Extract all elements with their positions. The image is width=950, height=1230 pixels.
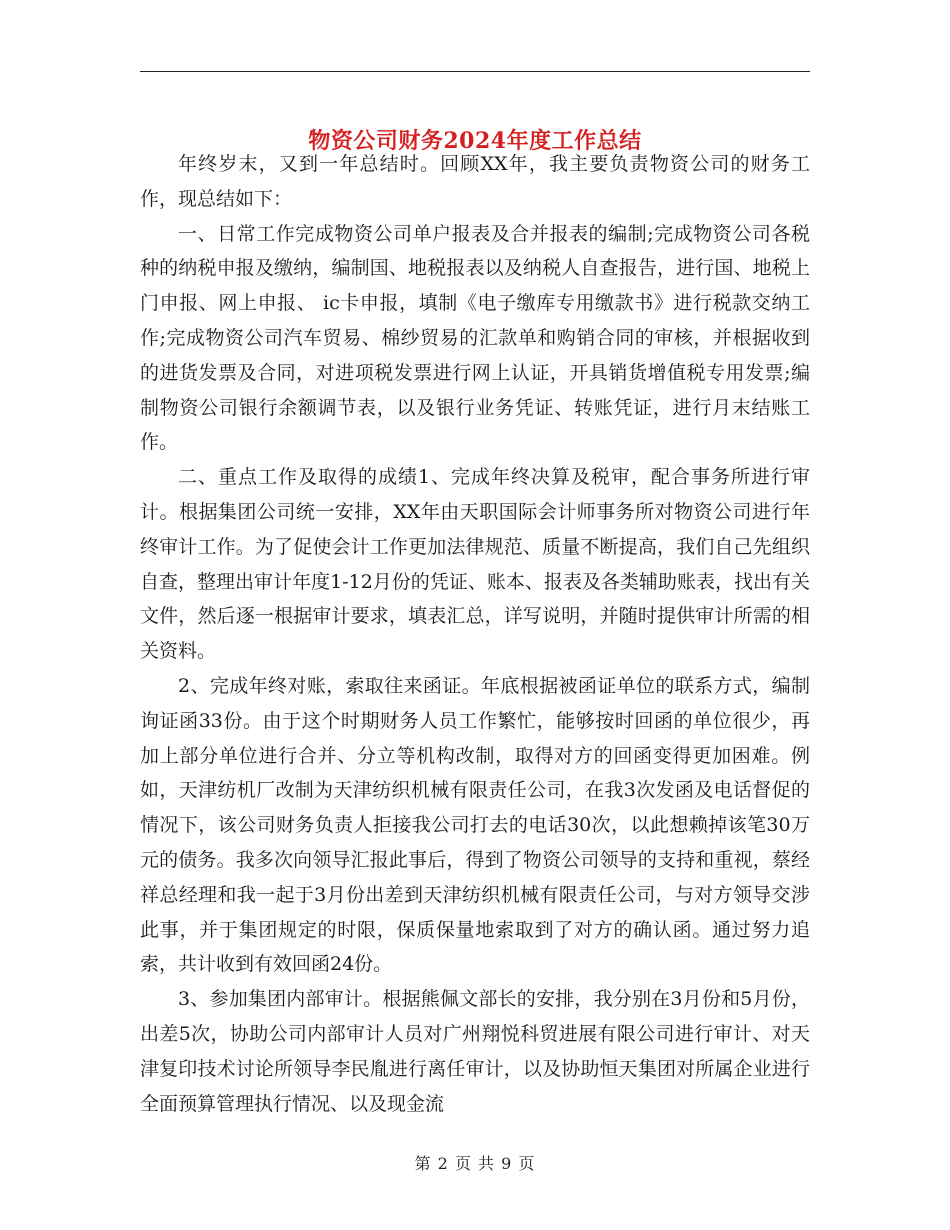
document-body [140, 147, 810, 1121]
document-title: 物资公司财务2024年度工作总结 [308, 127, 642, 154]
paragraph-intro: 年终岁末，又到一年总结时。回顾XX年，我主要负责物资公司的财务工作，现总结如下： [140, 153, 810, 210]
page-number: 第 2 页 共 9 页 [414, 1154, 536, 1173]
paragraph-key-work: 二、重点工作及取得的成绩1、完成年终决算及税审，配合事务所进行审计。根据集团公司统一安排，XX年由天职国际会计师事务所对物资公司进行年终审计工作。为了促使会计工作更加法律规范、质量不断提高，我们自己先组织自查，整理出审计年度1-12月份的凭证、账本、报表及各类辅助账表，找出有关文件，然后逐一根据审计要求，填表汇总，详写说明，并随时提供审计所需的相关资料。 [140, 466, 810, 663]
paragraph-internal-audit: 3、参加集团内部审计。根据熊佩文部长的安排，我分别在3月份和5月份，出差5次，协助公司内部审计人员对广州翔悦科贸进展有限公司进行审计、对天津复印技术讨论所领导李民胤进行离任审计，以及协助恒天集团对所属企业进行全面预算管理执行情况、以及现金流 [140, 988, 810, 1115]
header-rule [140, 71, 810, 72]
paragraph-daily-work: 一、日常工作完成物资公司单户报表及合并报表的编制;完成物资公司各税种的纳税申报及缴纳，编制国、地税报表以及纳税人自查报告，进行国、地税上门申报、网上申报、 ic卡申报，填制《电子缴库专用缴款书》进行税款交纳工作;完成物资公司汽车贸易、棉纱贸易的汇款单和购销合同的审核，并根据收到的进货发票及合同，对进项税发票进行网上认证，开具销货增值税专用发票;编制物资公司银行余额调节表，以及银行业务凭证、转账凭证，进行月末结账工作。 [140, 222, 810, 454]
paragraph-reconciliation: 2、完成年终对账，索取往来函证。年底根据被函证单位的联系方式，编制询证函33份。由于这个时期财务人员工作繁忙，能够按时回函的单位很少，再加上部分单位进行合并、分立等机构改制，取得对方的回函变得更加困难。例如，天津纺机厂改制为天津纺织机械有限责任公司，在我3次发函及电话督促的情况下，该公司财务负责人拒接我公司打去的电话30次，以此想赖掉该笔30万元的债务。我多次向领导汇报此事后，得到了物资公司领导的支持和重视，蔡经祥总经理和我一起于3月份出差到天津纺织机械有限责任公司，与对方领导交涉此事，并于集团规定的时限，保质保量地索取到了对方的确认函。通过努力追索，共计收到有效回函24份。 [140, 674, 810, 976]
